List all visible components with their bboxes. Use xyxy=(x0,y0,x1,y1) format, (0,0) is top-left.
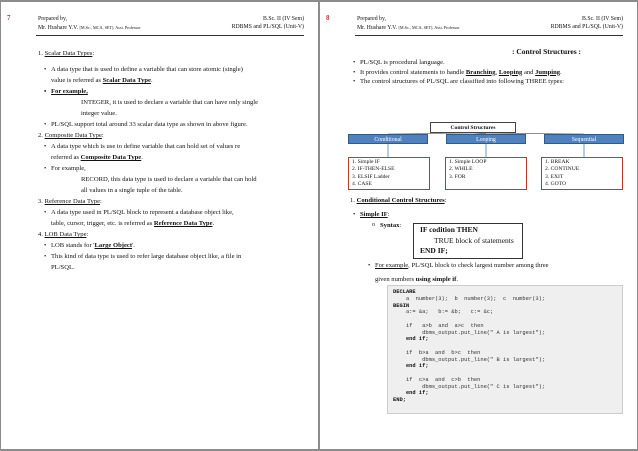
example-text: RECORD, this data type is used to declare a variable that can hold xyxy=(81,176,257,183)
diagram-list-conditional xyxy=(348,157,430,190)
section-heading: 1. Conditional Control Structures: xyxy=(350,197,447,204)
list-entry: 2. CONTINUE xyxy=(545,166,580,173)
list-item: • LOB stands for 'Large Object'. xyxy=(51,240,304,251)
example-text: INTEGER, it is used to declare a variable that can have only single xyxy=(81,99,259,106)
right-page xyxy=(320,2,637,449)
syntax-line: END IF; xyxy=(420,246,448,255)
syntax-label: o Syntax: xyxy=(380,220,623,231)
code-line: end if; xyxy=(393,390,429,397)
code-line: DECLARE xyxy=(393,289,416,295)
list-item: • The control structures of PL/SQL are classified into following THREE types: xyxy=(360,77,623,87)
header-prepared-by: Prepared by, xyxy=(357,16,386,22)
list-entry: 2. WHILE xyxy=(449,166,473,173)
list-item: • This kind of data type is used to refer large database object like, a file in xyxy=(51,251,304,262)
header-course: B.Sc. II (IV Sem) xyxy=(263,16,304,22)
list-item-cont: given numbers using simple if. xyxy=(375,276,458,283)
page-number: 8 xyxy=(326,14,330,22)
list-entry: 1. Simple IF xyxy=(352,159,380,165)
diagram-root-node: Control Structures xyxy=(430,122,516,133)
syntax-box xyxy=(413,223,523,259)
header-author-qualification: [M.Sc., MCA, SET], Asst. Professor xyxy=(398,24,460,30)
code-line: dbms_output.put_line(" B is largest"); xyxy=(393,356,546,363)
header-subject: RDBMS and PL/SQL (Unit-V) xyxy=(550,23,623,30)
list-entry: 4. CASE xyxy=(352,181,372,188)
header-author: Mr. Hushare Y.V. xyxy=(38,24,78,31)
example-text: integer value. xyxy=(81,110,117,117)
list-entry: 3. ELSIF Ladder xyxy=(352,173,390,180)
list-item: • For example, PL/SQL block to check largest number among three xyxy=(375,260,623,271)
header-rule xyxy=(36,35,304,36)
header-rule xyxy=(355,35,623,36)
code-line: a:= &a; b:= &b; c:= &c; xyxy=(393,309,494,316)
section-heading: 3. Reference Data Type: xyxy=(38,198,102,205)
page-title: : Control Structures : xyxy=(511,47,582,56)
header-subject: RDBMS and PL/SQL (Unit-V) xyxy=(231,23,304,30)
page-body xyxy=(350,46,623,87)
code-line: end if; xyxy=(393,363,429,370)
code-line: BEGIN xyxy=(393,302,410,309)
code-block xyxy=(387,285,623,414)
section-heading: 4. LOB Data Type: xyxy=(38,231,89,238)
control-structures-diagram xyxy=(348,120,623,192)
header-course: B.Sc. II (IV Sem) xyxy=(582,16,623,22)
code-line: if a>b and a>c then xyxy=(393,322,484,329)
list-item: • Simple IF: xyxy=(360,209,623,220)
example-text: all values in a single tuple of the table. xyxy=(81,187,183,194)
diagram-list-sequential xyxy=(541,157,623,190)
left-page xyxy=(1,2,318,449)
list-entry: 3. EXIT xyxy=(545,173,564,180)
list-entry: 4. GOTO xyxy=(545,181,567,188)
header-author-qualification: [M.Sc., MCA, SET], Asst. Professor xyxy=(79,24,141,30)
code-line xyxy=(393,316,617,323)
list-item: • It provides control statements to handle Branching, Looping and Jumping. xyxy=(360,68,623,78)
list-entry: 1. BREAK xyxy=(545,159,570,165)
list-item: • PL/SQL is procedural language. xyxy=(360,58,623,68)
list-item-cont: value is referred as Scalar Data Type. xyxy=(51,77,153,84)
diagram-category-conditional: Conditional xyxy=(348,134,428,144)
header-prepared-by: Prepared by, xyxy=(38,16,67,22)
code-line: a number(3); b number(3); c number(3); xyxy=(393,295,546,302)
code-line: end if; xyxy=(393,336,429,343)
list-item: • A data type that is used to define a variable that can store atomic (single) xyxy=(51,64,304,75)
list-item-cont: referred as Composite Data Type. xyxy=(51,154,143,161)
list-item: • PL/SQL support total around 33 scalar data type as shown in above figure. xyxy=(51,119,304,130)
diagram-category-sequential: Sequential xyxy=(544,134,624,144)
list-entry: 1. Simple LOOP xyxy=(449,159,487,165)
diagram-list-looping xyxy=(445,157,527,190)
code-line: if b>a and b>c then xyxy=(393,349,481,356)
code-line: dbms_output.put_line(" C is largest"); xyxy=(393,383,546,390)
list-entry: 2. IF-THEN-ELSE xyxy=(352,166,395,173)
syntax-line: TRUE block of statements xyxy=(434,235,514,245)
list-item-cont: table, cursor, trigger, etc. is referred as Reference Data Type. xyxy=(51,220,215,227)
code-line: dbms_output.put_line(" A is largest"); xyxy=(393,329,546,336)
page-body xyxy=(38,48,304,273)
list-item: • For example, xyxy=(51,86,88,97)
section-heading: 2. Composite Data Type: xyxy=(38,132,104,139)
header-author: Mr. Hushare Y.V. xyxy=(357,24,397,31)
page-number: 7 xyxy=(7,14,11,22)
code-line xyxy=(393,370,617,377)
list-item-cont: PL/SQL. xyxy=(51,264,75,271)
code-line xyxy=(393,343,617,350)
diagram-category-looping: Looping xyxy=(446,134,526,144)
section-heading: 1. Scalar Data Types: xyxy=(38,50,95,57)
code-line: if c>a and c>b then xyxy=(393,376,481,383)
list-entry: 3. FOR xyxy=(449,173,466,180)
syntax-line: IF codition THEN xyxy=(420,225,478,234)
list-item: • A data type which is use to define variable that can hold set of values re xyxy=(51,141,304,152)
code-line: END; xyxy=(393,397,406,403)
list-item: • A data type used in PL/SQL block to represent a database object like, xyxy=(51,207,304,218)
list-item: • For example, xyxy=(51,163,304,174)
example-paragraph xyxy=(365,260,623,285)
